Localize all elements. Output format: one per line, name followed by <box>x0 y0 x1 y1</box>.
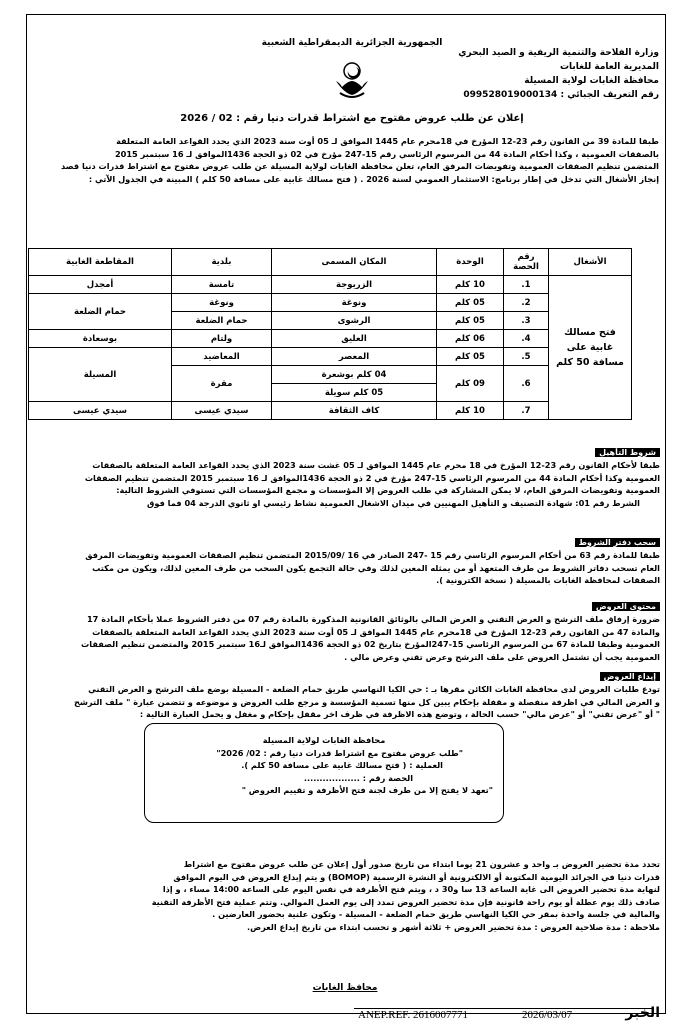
table-row <box>29 294 632 312</box>
newspaper-logo: الخبر <box>625 1005 660 1021</box>
header-commune: بلدية <box>172 249 272 276</box>
footer-bar <box>0 1005 683 1024</box>
section-line: العمومية وكذا أحكام المادة 44 من المرسوم الرئاسي 15-247 مؤرخ في 2 ذو الحجة 1436الموافق لـ 16 سبتمبر 2015 المتضمن تنظيم الصفقات <box>84 472 660 483</box>
lot-unit: 09 كلم <box>437 366 504 402</box>
announcement-title: إعلان عن طلب عروض مفتوح مع اشتراط قدرات دنيا رقم : 02 / 2026 <box>180 113 524 124</box>
lot-unit: 10 كلم <box>437 402 504 420</box>
section-submission <box>34 664 660 721</box>
lot-place: المعصر <box>272 348 437 366</box>
header-place: المكان المسمى <box>272 249 437 276</box>
lot-place: 04 كلم بوشعرة <box>272 366 437 384</box>
republic-title: الجمهورية الجزائرية الديمقراطية الشعبية <box>261 38 443 48</box>
section-line: و العرض المالي في اظرفة منفصلة و مقفلة بإحكام يبين كل منها تسمية المؤسسة و مرجع طلب العروض و موضوعه و تتضمن عبارة " ملف الترشح <box>73 696 660 707</box>
closing-line: صادف ذلك يوم عطلة أو يوم راحة قانونية فإن مدة تحضير العروض تمدد إلى يوم العمل الموالي. وتتم عملية فتح الأظرفة التقنية <box>151 896 660 907</box>
lot-number: 5. <box>504 348 549 366</box>
table-row <box>29 348 632 366</box>
section-heading: شروط التأهيل <box>595 448 660 457</box>
lot-district: أمجدل <box>29 276 172 294</box>
envelope-line: "طلب عروض مفتوح مع اشتراط قدرات دنيا رقم : 02/ 2026" <box>216 747 463 758</box>
table-row <box>29 276 632 294</box>
section-line: طبقا للمادة رقم 63 من أحكام المرسوم الرئاسي رقم 15 -247 الصادر في 16 /2015/09 المتضمن تنظيم الصفقات العمومية وتفويضات المرفق <box>85 550 660 560</box>
closing-line: قدرات دنيا في الجرائد اليومية المكتوبة أو الالكترونية أو النشرة الرسمية (BOMOP) و يتم إيداع العروض في اليوم الموافق <box>173 871 660 882</box>
section-line: والمادة 47 من القانون رقم 23-12 المؤرخ في 18محرم عام 1445 الموافق لـ 05 أوت سنة 2023 الذي يحدد القواعد العامة المتعلقة بالصفقات <box>92 626 660 637</box>
lot-district: بوسعادة <box>29 330 172 348</box>
lot-number: 7. <box>504 402 549 420</box>
header-lot: رقم الحصة <box>504 249 549 276</box>
envelope-line: "تعهد لا يفتح إلا من طرف لجنة فتح الأظرفة و تقييم العروض " <box>241 785 493 795</box>
lot-number: 4. <box>504 330 549 348</box>
lot-commune: حمام الضلعة <box>172 312 272 330</box>
header-works: الأشغال <box>549 249 632 276</box>
lot-district: حمام الضلعة <box>29 294 172 330</box>
directorate-name: المديرية العامة للغابات <box>559 62 659 72</box>
intro-paragraph <box>33 135 659 185</box>
lot-number: 3. <box>504 312 549 330</box>
table-row <box>29 402 632 420</box>
intro-line: المتضمن تنظيم الصفقات العمومية وتفويضات المرفق العام، تعلن محافظة الغابات لولاية المسيلة عن طلب عروض مفتوح مع اشتراط قدرات دنيا قصد <box>60 161 659 171</box>
lots-table <box>28 248 632 420</box>
lot-commune: ونوغة <box>172 294 272 312</box>
section-line: العام تسحب دفاتر الشروط من طرف المتعهد أو من يمثله المعين لذلك وفي حالة التجمع يكون السحب من طرف المعين لذلك، ويكون من مكتب <box>92 562 660 573</box>
lot-number: 1. <box>504 276 549 294</box>
signature: محافظ الغابات <box>312 983 378 993</box>
section-heading: محتوى العروض <box>592 602 660 611</box>
envelope-line: محافظة الغابات لولاية المسيلة <box>262 735 386 745</box>
lot-number: 6. <box>504 366 549 402</box>
intro-line: بالصفقات العمومية ، وكذا أحكام المادة 44 من المرسوم الرئاسي رقم 15-247 مؤرخ في 02 ذو الحجة 1436الموافق لـ 16 سبتمبر 2015 <box>114 148 659 159</box>
work-label: فتح مسالك غابية على مسافة 50 كلم <box>549 276 632 420</box>
conservation-name: محافظة الغابات لولاية المسيلة <box>524 76 659 86</box>
section-withdrawal <box>34 530 660 587</box>
lot-commune: ولتام <box>172 330 272 348</box>
lot-number: 2. <box>504 294 549 312</box>
closing-line: ملاحظة : مدة صلاحية العروض : مدة تحضير العروض + ثلاثة أشهر و تحسب ابتداء من تاريخ إيداع العرض. <box>246 921 660 932</box>
lot-place: الرشوى <box>272 312 437 330</box>
closing-line: تحدد مدة تحضير العروض بـ واحد و عشرون 21 يوما ابتداء من تاريخ صدور أول إعلان عن طلب عروض مفتوح مع اشتراط <box>183 859 660 869</box>
envelope-line: الحصة رقم : .................. <box>303 772 413 783</box>
lot-place: الزريوجة <box>272 276 437 294</box>
envelope-line: العملية : ( فتح مسالك غابية على مسافة 50 كلم ). <box>241 760 443 770</box>
section-qualification <box>34 440 660 509</box>
section-heading: إيداع العروض <box>600 672 660 681</box>
algeria-emblem-icon <box>330 57 374 101</box>
lot-unit: 05 كلم <box>437 348 504 366</box>
ministry-name: وزارة الفلاحة والتنمية الريفية و الصيد البحري <box>458 48 659 58</box>
lot-place: كاف الثقافة <box>272 402 437 420</box>
anep-reference: ANEP.REF. 2616007771 <box>358 1009 469 1021</box>
header-district: المقاطعة الغابية <box>29 249 172 276</box>
tax-id: رقم التعريف الجبائي : 099528019000134 <box>463 90 659 100</box>
header-unit: الوحدة <box>437 249 504 276</box>
lot-commune: سيدي عيسى <box>172 402 272 420</box>
lot-unit: 10 كلم <box>437 276 504 294</box>
closing-line: لنهاية مدة تحضير العروض الى غاية الساعة 13 سا و30 د ، ويتم فتح الأظرفة في نفس اليوم على الساعة 14:00 مساء ، و إذا <box>162 884 660 894</box>
section-line: طبقا لأحكام القانون رقم 23-12 المؤرخ في 18 محرم عام 1445 الموافق لـ 05 غشت سنة 2023 الذي يحدد القواعد العامة المتعلقة بالصفقات <box>92 460 660 470</box>
lot-place: ونوغة <box>272 294 437 312</box>
lot-unit: 05 كلم <box>437 294 504 312</box>
lot-place: العليق <box>272 330 437 348</box>
lot-unit: 05 كلم <box>437 312 504 330</box>
envelope-label-box <box>144 723 504 823</box>
section-line: العمومية وطبقا للمادة 67 من المرسوم الرئاسي 15-247المؤرخ بتاريخ 02 ذو الحجة 1436الموافق لـ16 سبتمبر 2015 والمتضمن تنظيم الصفقات <box>81 639 660 649</box>
section-line: " أو "عرض تقني" أو "عرض مالي" حسب الحالة ، وتوضع هذه الاظرفة في ظرف اخر مقفل بإحكام و مغفل و يحمل العبارة التالية : <box>139 709 660 719</box>
publication-date: 2026/03/07 <box>522 1009 573 1021</box>
lot-commune: المعاضيد <box>172 348 272 366</box>
intro-line: إنجاز الأشغال التي تدخل في إطار برنامج: الاستثمار العمومي لسنة 2026 . ( فتح مسالك غابية على مسافة 50 كلم ) المبينة في الجدول الآتي : <box>88 173 659 184</box>
closing-line: والمالية في جلسة واحدة بمقر حي الكيا النهاسي طريق حمام الضلعة - المسيلة - وتكون علنية بحضور العارضين . <box>212 909 660 919</box>
lot-district: المسيلة <box>29 348 172 402</box>
section-heading: سحب دفتر الشروط <box>575 538 660 547</box>
section-line: الشرط رقم 01: شهادة التصنيف و التأهيل المهنيين في ميدان الاشغال العمومية نشاط رئيسي او ثانوي الدرجة 04 فما فوق <box>147 497 640 508</box>
section-contents <box>34 594 660 663</box>
section-line: الصفقات لمحافظة الغابات بالمسيلة ( نسخة الكترونية ). <box>436 575 660 585</box>
table-row <box>29 330 632 348</box>
section-line: تودع طلبات العروض لدى محافظة الغابات الكائن مقرها بـ : حي الكيا النهاسي طريق حمام الضلعة - المسيلة بوضع ملف الترشح و العرض التقني <box>88 684 660 694</box>
lot-place-secondary: 05 كلم سويلة <box>272 384 437 402</box>
section-line: العمومية يجب أن تشتمل العروض على ملف الترشح وعرض تقني وعرض مالي . <box>344 651 660 662</box>
lot-commune: مقرة <box>172 366 272 402</box>
intro-line: طبقا للمادة 39 من القانون رقم 23-12 المؤرخ في 18محرم عام 1445 الموافق لـ 05 أوت سنة 2023 الذي يحدد القواعد العامة المتعلقة <box>116 136 659 146</box>
closing-paragraph <box>34 858 660 933</box>
section-line: ضرورة إرفاق ملف الترشح و العرض التقني و العرض المالي بالوثائق القانونية المذكورة بالمادة رقم 07 من دفتر الشروط عملا بأحكام المادة 17 <box>86 614 660 624</box>
lot-commune: تامسة <box>172 276 272 294</box>
lot-district: سيدي عيسى <box>29 402 172 420</box>
lot-unit: 06 كلم <box>437 330 504 348</box>
section-line: العمومية وتفويضات المرفق العام، لا يمكن المشاركة في طلب العروض إلا المؤسسات و مجمع المؤسسات التي تستوفي الشروط التالية: <box>116 485 660 495</box>
